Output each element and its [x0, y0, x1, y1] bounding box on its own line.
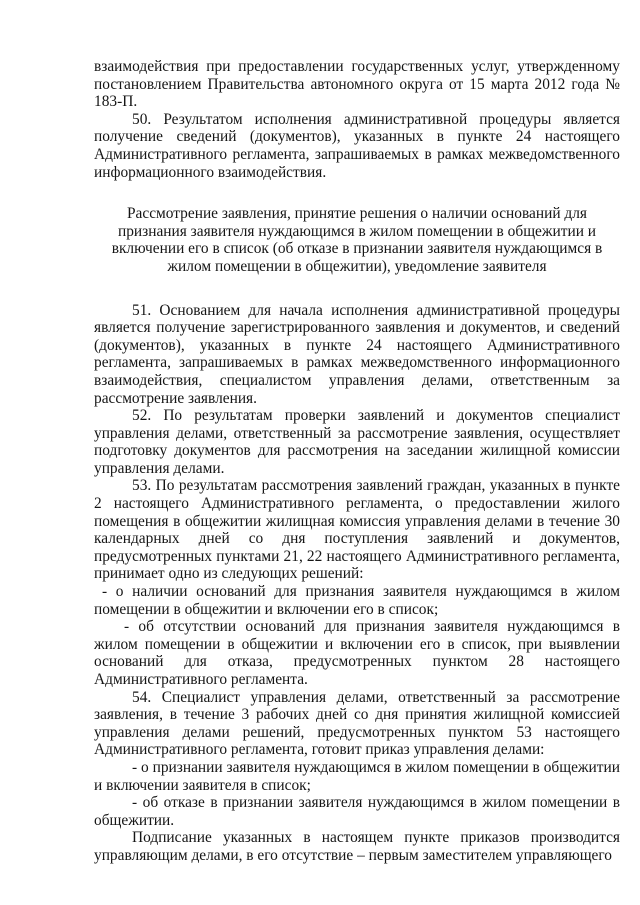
- intro-paragraph: взаимодействия при предоставлении государственных услуг, утвержденному постановлением Правительства автономного округа от 15 марта 2012 года № 183-П.: [94, 58, 620, 111]
- paragraph-53-item-2: - об отсутствии оснований для признания заявителя нуждающимся в жилом помещении в общежитии и включении его в список, при выявлении оснований для отказа, предусмотренных пунктом 28 настоящего Административного регламента.: [94, 618, 620, 688]
- paragraph-54-item-2: - об отказе в признании заявителя нуждающимся в жилом помещении в общежитии.: [94, 794, 620, 829]
- paragraph-52: 52. По результатам проверки заявлений и документов специалист управления делами, ответственный за рассмотрение заявления, осуществляет подготовку документов для рассмотрения на заседании жилищной комиссии управления делами.: [94, 407, 620, 477]
- paragraph-54: 54. Специалист управления делами, ответственный за рассмотрение заявления, в течение 3 рабочих дней со дня принятия жилищной комиссией управления делами решений, предусмотренных пунктом 53 настоящего Административного регламента, готовит приказ управления делами:: [94, 688, 620, 759]
- signing-paragraph: Подписание указанных в настоящем пункте приказов производится управляющим делами, в его отсутствие – первым заместителем управляющего: [94, 829, 620, 864]
- section-heading: Рассмотрение заявления, принятие решения о наличии оснований для признания заявителя нуждающимся в жилом помещении в общежитии и включении его в список (об отказе в признании заявителя нуждающимся в жилом помещении в общежитии), уведомление заявителя: [111, 205, 603, 275]
- paragraph-54-item-1: - о признании заявителя нуждающимся в жилом помещении в общежитии и включении заявителя в список;: [94, 758, 620, 794]
- paragraph-50: 50. Результатом исполнения административной процедуры является получение сведений (документов), указанных в пункте 24 настоящего Административного регламента, запрашиваемых в рамках межведомственного информационного взаимодействия.: [94, 110, 620, 181]
- paragraph-51: 51. Основанием для начала исполнения административной процедуры является получение зарегистрированного заявления и документов, и сведений (документов), указанных в пункте 24 настоящего Административного регламента, запрашиваемых в рамках межведомственного информационного взаимодействия, специалистом управления делами, ответственным за рассмотрение заявления.: [94, 301, 620, 407]
- document-page: [94, 58, 620, 865]
- paragraph-53: 53. По результатам рассмотрения заявлений граждан, указанных в пункте 2 настоящего Административного регламента, о предоставлении жилого помещения в общежитии жилищная комиссия управления делами в течение 30 календарных дней со дня поступления заявлений и документов, предусмотренных пунктами 21, 22 настоящего Административного регламента, принимает одно из следующих решений:: [94, 477, 620, 583]
- paragraph-53-item-1: - о наличии оснований для признания заявителя нуждающимся в жилом помещении в общежитии и включении его в список;: [94, 583, 620, 618]
